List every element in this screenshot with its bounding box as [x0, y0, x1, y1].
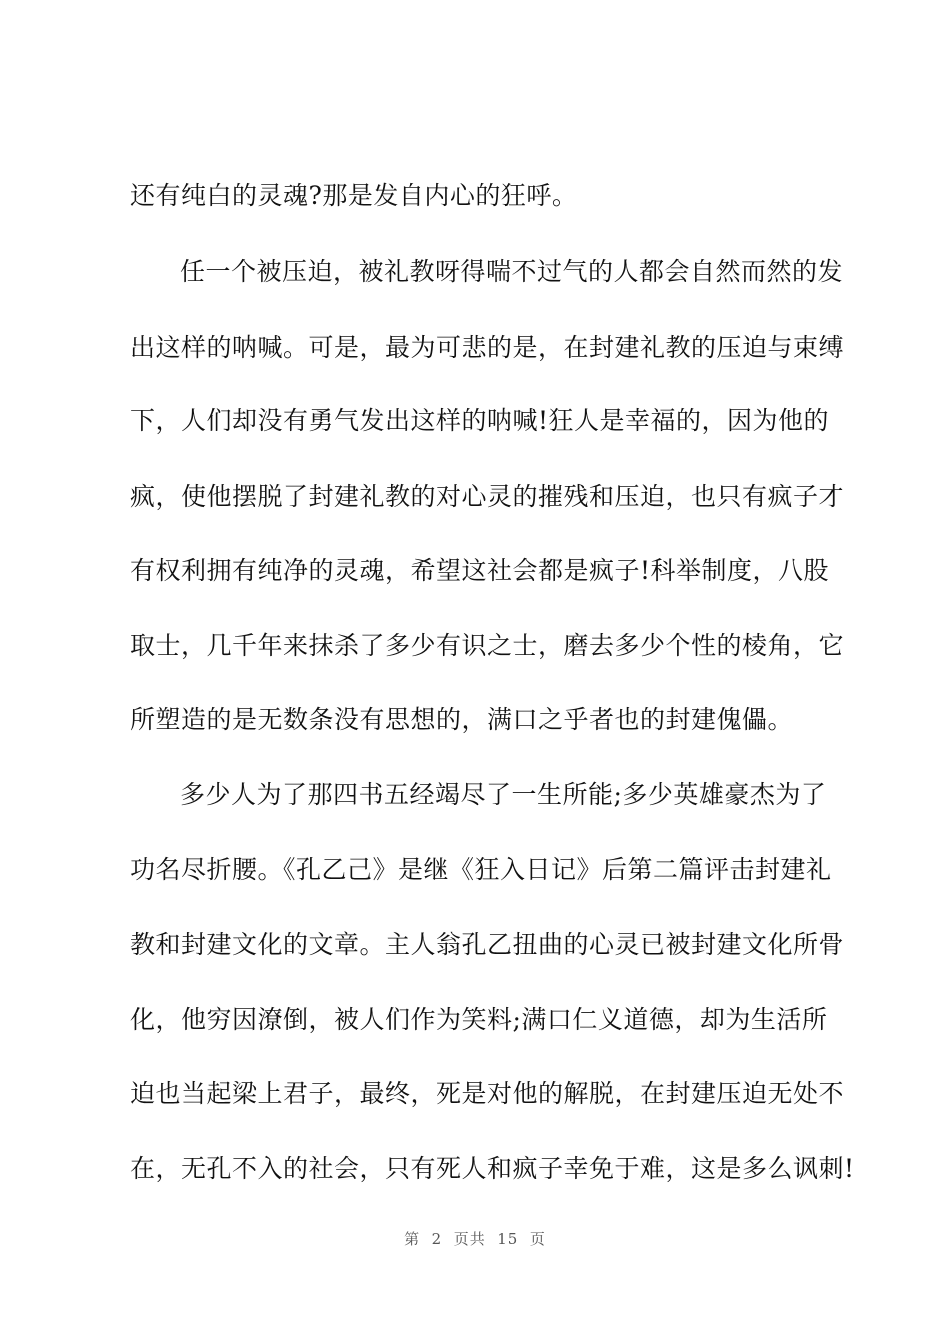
text-line: 多少人为了那四书五经竭尽了一生所能;多少英雄豪杰为了 [180, 780, 827, 809]
text-line: 下，人们却没有勇气发出这样的呐喊!狂人是幸福的，因为他的 [130, 406, 830, 435]
text-line: 疯，使他摆脱了封建礼教的对心灵的摧残和压迫，也只有疯子才 [130, 482, 845, 511]
text-line: 所塑造的是无数条没有思想的，满口之乎者也的封建傀儡。 [130, 705, 794, 734]
text-line: 有权利拥有纯净的灵魂，希望这社会都是疯子!科举制度，八股 [130, 556, 830, 585]
page-number-footer: 第 2 页共 15 页 [404, 1230, 546, 1248]
text-line: 迫也当起梁上君子，最终，死是对他的解脱，在封建压迫无处不 [130, 1079, 845, 1108]
text-line: 出这样的呐喊。可是，最为可悲的是，在封建礼教的压迫与束缚 [130, 333, 845, 362]
text-line: 功名尽折腰。《孔乙己》是继《狂入日记》后第二篇评击封建礼 [130, 855, 832, 884]
text-line: 在，无孔不入的社会，只有死人和疯子幸免于难，这是多么讽刺! [130, 1154, 855, 1183]
text-line: 教和封建文化的文章。主人翁孔乙扭曲的心灵已被封建文化所骨 [130, 930, 845, 959]
text-line: 化，他穷因潦倒，被人们作为笑料;满口仁义道德，却为生活所 [130, 1005, 828, 1034]
text-line: 任一个被压迫，被礼教呀得喘不过气的人都会自然而然的发 [180, 257, 844, 286]
text-line: 还有纯白的灵魂?那是发自内心的狂呼。 [130, 181, 578, 210]
text-line: 取士，几千年来抹杀了多少有识之士，磨去多少个性的棱角，它 [130, 631, 845, 660]
